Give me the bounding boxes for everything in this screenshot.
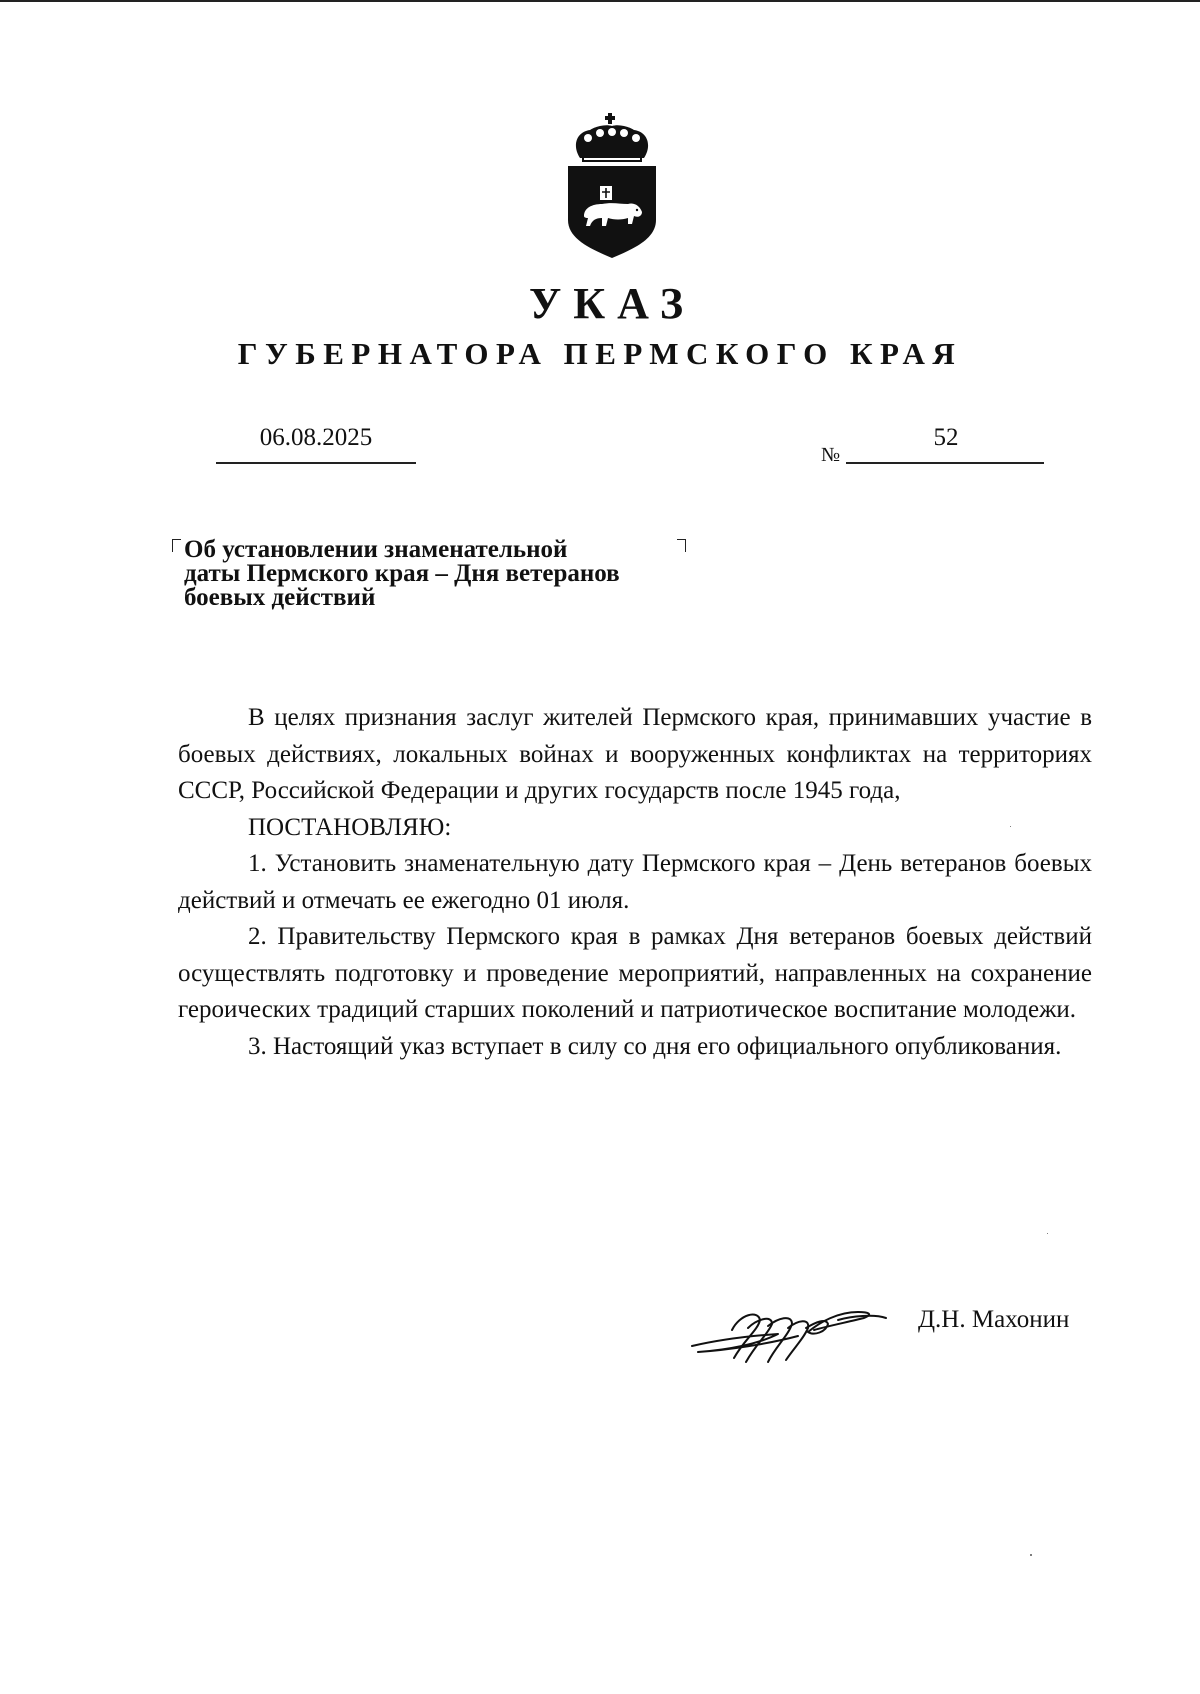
number-label: № <box>821 444 841 466</box>
document-subtitle: ГУБЕРНАТОРА ПЕРМСКОГО КРАЯ <box>237 336 963 371</box>
scan-speck <box>1047 1233 1048 1234</box>
document-title: УКАЗ <box>528 279 696 328</box>
document-number: 52 <box>933 424 959 451</box>
document-subject <box>184 538 704 610</box>
subject-line: боевых действий <box>184 584 376 611</box>
clause-3: 3. Настоящий указ вступает в силу со дня его официального опубликования. <box>248 1032 1062 1060</box>
subject-line: даты Пермского края – Дня ветеранов <box>184 560 620 587</box>
handwritten-signature-icon <box>688 1300 888 1370</box>
subject-line: Об установлении знаменательной <box>184 536 568 563</box>
clause-2: 2. Правительству Пермского края в рамках Дня ветеранов боевых действий осуществлять подготовку и проведение мероприятий, направленных на сохранение героических традиций старших поколений и патриотическое воспитание молодежи. <box>178 923 1092 1023</box>
preamble-paragraph: В целях признания заслуг жителей Пермского края, принимавших участие в боевых действиях, локальных войнах и вооруженных конфликтах на территориях СССР, Российской Федерации и других государств после 1945 года, <box>178 704 1092 804</box>
signer-name: Д.Н. Махонин <box>918 1306 1070 1333</box>
clause-1: 1. Установить знаменательную дату Пермского края – День ветеранов боевых действий и отмечать ее ежегодно 01 июля. <box>178 850 1092 914</box>
document-body <box>178 700 1092 1065</box>
scan-speck <box>1010 826 1011 827</box>
subject-bracket-left <box>172 539 181 552</box>
date-underline <box>216 462 416 464</box>
scan-speck <box>1030 1554 1032 1556</box>
number-underline <box>846 462 1044 464</box>
document-date: 06.08.2025 <box>259 424 373 451</box>
perm-krai-coat-of-arms-icon <box>562 112 662 262</box>
scan-edge-line <box>0 0 1200 2</box>
decree-word: ПОСТАНОВЛЯЮ: <box>248 813 452 841</box>
